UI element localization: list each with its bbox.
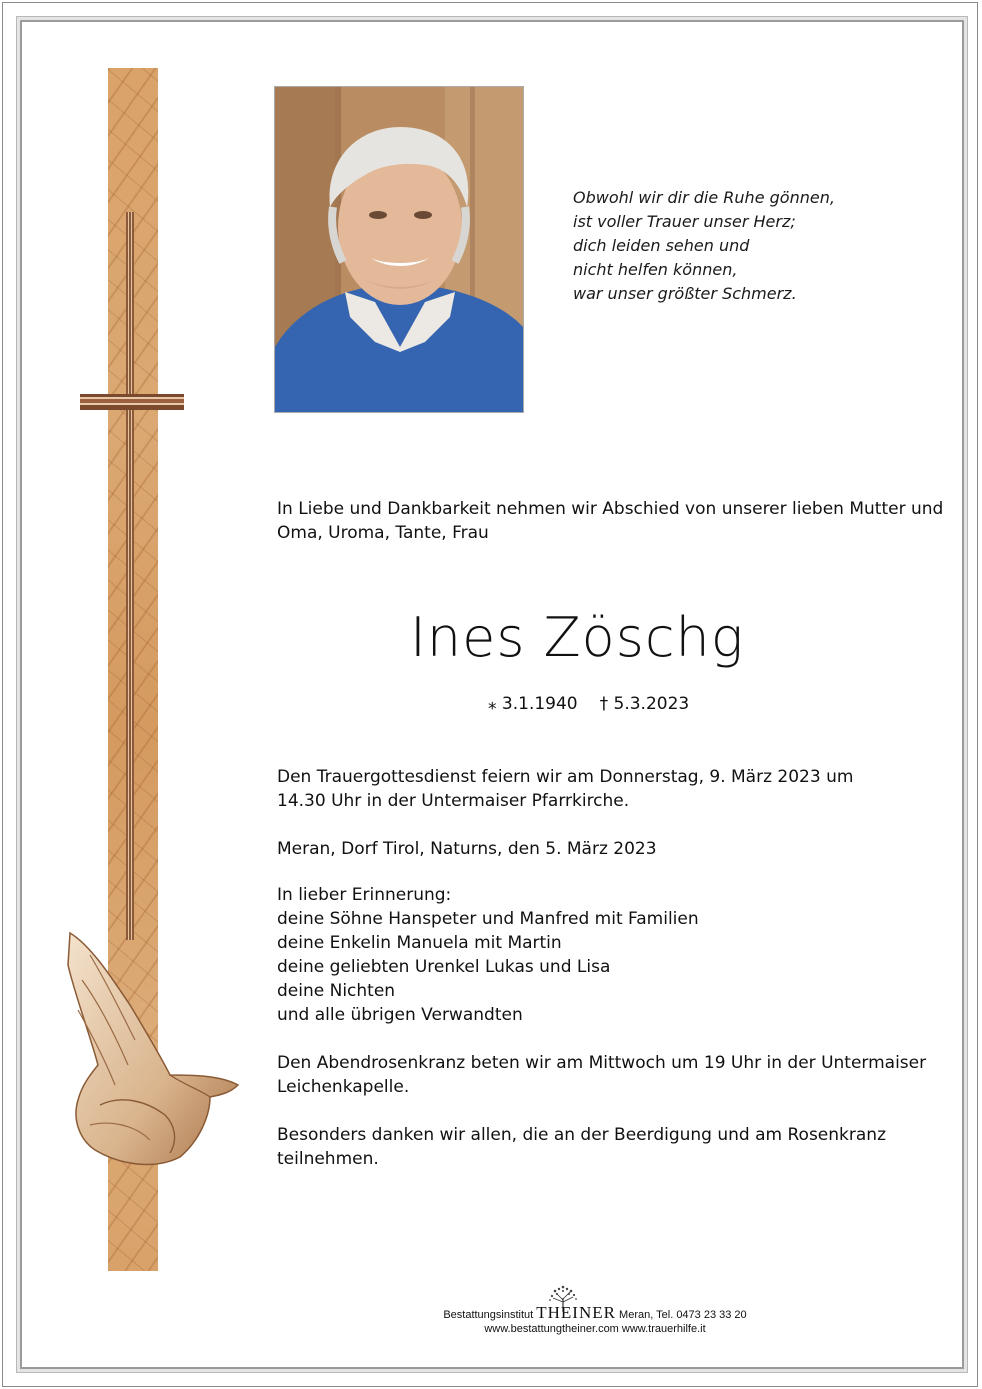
funeral-home-footer [410,1303,780,1336]
service-line: 14.30 Uhr in der Untermaiser Pfarrkirche. [277,791,630,811]
place-date: Meran, Dorf Tirol, Naturns, den 5. März 2023 [277,839,657,859]
footer-websites: www.bestattungtheiner.com www.trauerhilfe.it [484,1323,706,1335]
praying-hands-icon [60,925,245,1170]
cross-vertical-beam [126,212,134,940]
mourner-line: deine Söhne Hanspeter und Manfred mit Familien [277,909,699,929]
rosary-line: Den Abendrosenkranz beten wir am Mittwoch um 19 Uhr in der Untermaiser [277,1053,927,1073]
birth-date: ⁎ 3.1.1940 [488,694,578,714]
footer-brand: THEINER [536,1303,616,1322]
intro-text [277,497,943,545]
mourners-list [277,883,699,1027]
service-text [277,765,853,813]
mourner-line: deine Nichten [277,981,396,1001]
poem-line: dich leiden sehen und [573,236,750,255]
service-line: Den Trauergottesdienst feiern wir am Donnerstag, 9. März 2023 um [277,767,854,787]
rosary-line: Leichenkapelle. [277,1077,410,1097]
portrait-photo [274,86,524,413]
mourner-line: deine Enkelin Manuela mit Martin [277,933,562,953]
mourner-line: In lieber Erinnerung: [277,885,452,905]
intro-line: Oma, Uroma, Tante, Frau [277,523,489,543]
life-dates [488,694,689,714]
deceased-name: Ines Zöschg [410,606,745,669]
death-date: † 5.3.2023 [599,694,690,714]
poem-line: Obwohl wir dir die Ruhe gönnen, [573,188,835,207]
footer-prefix: Bestattungsinstitut [443,1309,534,1321]
footer-contact: Meran, Tel. 0473 23 33 20 [619,1309,747,1321]
thanks-line: Besonders danken wir allen, die an der Beerdigung und am Rosenkranz [277,1125,886,1145]
poem-line: war unser größter Schmerz. [573,284,797,303]
poem-line: nicht helfen können, [573,260,738,279]
thanks-text [277,1123,886,1171]
thanks-line: teilnehmen. [277,1149,379,1169]
cross-horizontal-beam [80,394,184,410]
poem-line: ist voller Trauer unser Herz; [573,212,796,231]
mourner-line: und alle übrigen Verwandten [277,1005,523,1025]
intro-line: In Liebe und Dankbarkeit nehmen wir Abschied von unserer lieben Mutter und [277,499,944,519]
rosary-text [277,1051,926,1099]
mourner-line: deine geliebten Urenkel Lukas und Lisa [277,957,611,977]
poem [573,186,835,306]
